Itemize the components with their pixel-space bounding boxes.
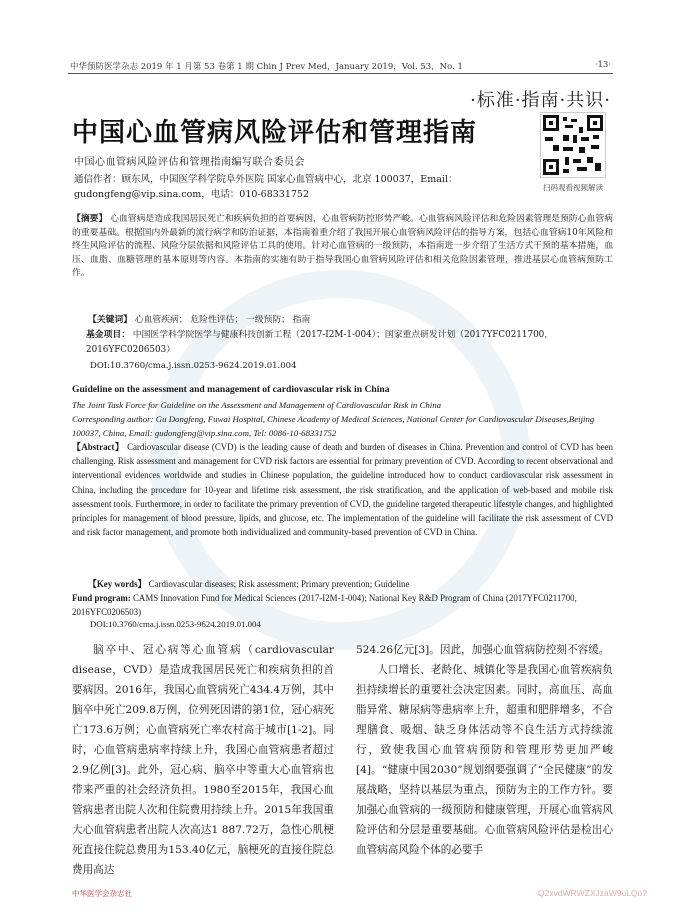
keywords-text: 心血管疾病； 危险性评估； 一级预防； 指南 [134, 315, 311, 325]
english-fund [72, 591, 612, 619]
page-number: ·13· [594, 60, 611, 70]
header-rule [68, 73, 613, 74]
body-paragraph: 脑卒中、冠心病等心血管病（cardiovascular disease，CVD）是造成我国居民死亡和疾病负担的首要病因。2016年，我国心血管病死亡434.4万例，其中脑卒中死亡209.8万例，位列死因谱的第1位，冠心病死亡173.6万例；心血管病死亡率农村高于城市[1-2]。同时，心血管病患病率持续上升，我国心血管病患者超过2.9亿例[3]。此外，冠心病、脑卒中等重大心血管病也带来严重的社会经济负担。1980至2015年，我国心血管病患者出院人次和住院费用持续上升。2015年我国重大心血管病患者出院人次高达1 887.72万，急性心肌梗死直接住院总费用为153.40亿元，脑梗死的直接住院总费用高达 [72, 644, 334, 876]
chinese-keywords [88, 312, 310, 325]
section-tag: ·标准·指南·共识· [470, 90, 611, 111]
qr-code-icon[interactable] [540, 112, 606, 178]
english-correspondence: Corresponding author: Gu Dongfeng, Fuwai Hospital, Chinese Academy of Medical Sciences, National Center for Cardiovascular Diseases,Beijing 100037, China, Email: gudongfeng@vip.sina.com, Tel: 0086-10-68331752 [72, 414, 595, 438]
publisher-logo: 中华医学会杂志社 [72, 889, 132, 898]
footer-code: Q2xvdWRWZXJzaW9uLQo? [538, 888, 647, 898]
english-abstract-text: Cardiovascular disease (CVD) is the leading cause of death and burden of diseases in China. Prevention and control of CVD has been challenging. Risk assessment and management for CVD risk factors are essential for primary prevention of CVD. According to recent observational and interventional evidences worldwide and studies in Chinese population, the guideline introduced how to conduct cardiovascular risk assessment in China, including the procedure for 10-year and lifetime risk assessment, the risk stratification, and the application of web-based and mobile risk assessment tools. Furthermore, in order to facilitate the primary prevention of CVD, the guideline targeted therapeutic lifestyle changes, and highlighted principles for management of blood pressure, lipids, and glucose, etc. The implementation of the guideline will facilitate the risk assessment of CVD and risk factor management, and promote both individualized and community-based prevention of CVD in China. [72, 442, 613, 538]
committee-name: 中国心血管病风险评估和管理指南编写联合委员会 [74, 157, 305, 168]
body-column-left [72, 640, 334, 880]
english-abstract [72, 440, 613, 539]
fund-label: 基金项目： [86, 330, 130, 340]
abstract-label: 【摘要】 [72, 214, 108, 224]
english-keywords-label: 【Key words】 [88, 579, 147, 589]
english-keywords-text: Cardiovascular diseases; Risk assessment; Primary prevention; Guideline [148, 579, 410, 589]
chinese-abstract [72, 213, 613, 281]
running-head: 中华预防医学杂志 2019 年 1 月第 53 卷第 1 期 Chin J Prev Med，January 2019，Vol. 53，No. 1 [70, 62, 463, 72]
page-title: 中国心血管病风险评估和管理指南 [72, 118, 478, 148]
english-fund-label: Fund program: [72, 593, 131, 603]
english-doi[interactable]: DOI:10.3760/cma.j.issn.0253-9624.2019.01.004 [90, 619, 261, 629]
english-abstract-label: 【Abstract】 [72, 442, 125, 452]
abstract-text: 心血管病是造成我国居民死亡和疾病负担的首要病因，心血管病防控形势严峻。心血管病风险评估和危险因素管理是预防心血管病的重要基础。根据国内外最新的流行病学和防治证据，本指南着重介绍了我国开展心血管病风险评估的指导方案，包括心血管病10年风险和终生风险评估的流程、风险分层依据和风险评估工具的使用。针对心血管病的一级预防，本指南进一步介绍了生活方式干预的基本措施，血压、血脂、血糖管理的基本原则等内容。本指南的实施有助于指导我国心血管病风险评估和相关危险因素管理，推进基层心血管病预防工作。 [72, 214, 613, 278]
english-author-line: The Joint Task Force for Guideline on the Assessment and Management of Cardiovascular Risk in China [72, 400, 442, 410]
english-fund-text: CAMS Innovation Fund for Medical Sciences (2017-I2M-1-004); National Key R&D Program of China (2017YFC0211700, 2016YFC0206503) [72, 593, 577, 617]
keywords-label: 【关键词】 [88, 315, 132, 325]
correspondence: 通信作者：顾东风，中国医学科学院阜外医院 国家心血管病中心，北京 100037，Email：gudongfeng@vip.sina.com，电话：010-68331752 [74, 174, 458, 200]
chinese-fund [86, 328, 613, 358]
english-keywords [88, 577, 409, 590]
fund-text: 中国医学科学院医学与健康科技创新工程（2017-I2M-1-004）；国家重点研发计划（2017YFC0211700，2016YFC0206503） [86, 330, 554, 355]
chinese-doi[interactable]: DOI:10.3760/cma.j.issn.0253-9624.2019.01.004 [90, 361, 297, 371]
body-paragraph: 人口增长、老龄化、城镇化等是我国心血管疾病负担持续增长的重要社会决定因素。同时，高血压、高血脂异常、糖尿病等患病率上升，超重和肥胖增多，不合理膳食、吸烟、缺乏身体活动等不良生活方式持续流行，致使我国心血管病预防和管理形势更加严峻[4]。“健康中国2030”规划纲要强调了“全民健康”的发展战略，坚持以基层为重点，预防为主的工作方针。要加强心血管病的一级预防和健康管理，开展心血管病风险评估和分层是重要基础。心血管病风险评估是检出心血管病高风险个体的必要手 [356, 664, 613, 856]
english-authors [72, 398, 612, 440]
body-paragraph: 524.26亿元[3]。因此，加强心血管病防控刻不容缓。 [356, 644, 610, 656]
qr-caption: 扫码观看视频解读 [543, 183, 603, 192]
english-title: Guideline on the assessment and management of cardiovascular risk in China [72, 384, 390, 395]
body-column-right [356, 640, 613, 860]
